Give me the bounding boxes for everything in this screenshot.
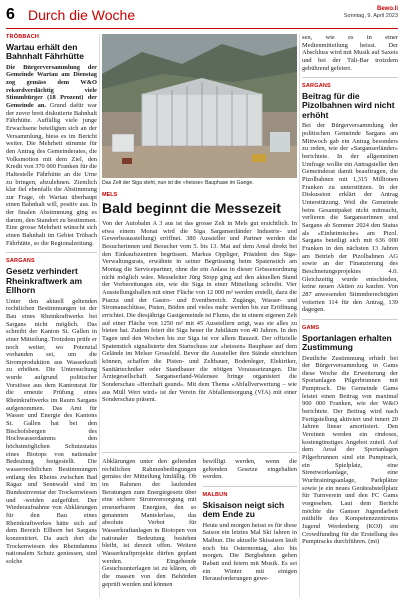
left-column [6,34,97,566]
article-gams [302,325,398,546]
photo-caption: Das Zelt der Siga steht, nun ist die «heisse» Bauphase im Gange. [102,180,254,186]
article-divider [302,319,398,320]
article-title: Wartau erhält den Bahnhalt Fährhütte [6,41,84,62]
article-body: sen, wie es in einer Medienmitteilung heisst. Der Abschluss wird mit Musik auf Saxeis und bei der Täli-Bar trotzdem gebührend gefeiert. [302,34,398,72]
lower-main-row [102,452,297,588]
tent-photo [102,34,297,178]
article-lead: Die Bürgerversammlung der Gemeinde Wartau am Dienstag zog gemäss dem W&O rekordverdächtig viele Stimmbürger (18 Prozent) der Gemeinde an. [6,63,97,109]
article-kicker: MELS [102,191,118,198]
article-title: Sportanlagen erhalten Zustimmung [302,332,392,352]
column-rule [299,34,300,597]
article-body: Grund dafür war der zuvor breit diskutierte Bahnhalt Fährhütte. Auffällig viele junge Erwachsene beteiligten sich an der Versammlung, hiess es im Bericht weiter. Die Mehrheit stimmte für den Antrag des Gemeinderates, die Volksmotion mit dem Ziel, den Kredit von 370 000 Franken für die Haltestelle Fährhütte an die Urne zu bringen, abzulehnen. Ziemlich klar fiel ebenfalls die Abstimmung zur Frage, ob Wartau überhaupt einen Bahnhalt will, positiv aus. In der finalen Abstimmung ging es darum, den Standort zu bestimmen. Eine grosse Mehrheit wünscht sich einen Bahnhalt im Gebiet Tröbach Fährhütte, so die Regionalzeitung. [6,101,97,247]
article-pizolbahnen [302,83,398,314]
brand-name: Bewo.li [376,6,398,12]
article-title: Beitrag für die Pizolbahnen wird nicht erhöht [302,90,395,120]
main-article-body: Von der Autobahn A 3 aus ist das grosse Zelt in Mels gut ersichtlich. In etwa einem Monat wird die Siga Sarganserländer Industrie- und Gewerbeausstellung) eröffnet. 380 Aussteller und Partner werden die Besucherinnen und Besucher vom 5. bis 13. Mai auf dem Areal direkt bei den Einkaufszentren begrüssen. Markus Oppliger, Präsident des Siga-Verwaltungsrats, erwähnte in seiner Begrüssung beim Spatenstich am Montag die Servicepartner, ohne die ein Anlass in dieser Grössenordnung nicht möglich wäre. Messeleiter Jürg Stopp ging auf den aktuellen Stand der Vorbereitungen ein, wie die Siga in einer Mitteilung schreibt. Vier Ausstellungshallen mit einer Fläche von 12 000 m² werden erstellt, dazu die Piazza und der Gastro- und Eventbereich. Zugänge, Wasser- und Stromanschlüsse, Pisten, Böden und vieles mehr werden bis zur Eröffnung errichtet. Die diesjährige Gastgemeinde ist Flums, die in einem eigenen Zelt auf einer Fläche von 1250 m² mit 45 Ausstellern zeigt, was sie alles zu bieten hat. Zudem feiert die Siga heuer ihr Jubiläum von 40 Jahren. In den Tagen und den Wochen bis zur Siga ist vor allem Bauzeit. Der offizielle Spatenstich signalisierte den Startschuss zur «heissen» Bauphase auf dem Gelände im Melser Grossfeld. Bevor die Aussteller ihre Stände einrichten können, schaffen die Pisten- und Zeltbauer, Bodenleger, Elektriker, Sanitärtechniker oder Standbauer die nötigen Voraussetzungen. Die Ärztegesellschaft Sarganserland-Walensee bringe organisiert die Sonderschau «Herzhaft gsund». Mit dem Thema «Abfallverwertung – wie aus Müll Wert wird» ist der Verein für Abfallentsorgung (VfA) mit einer Sonderschau präsent. [102,220,297,404]
article-body: Heute und morgen heisst es für diese Saison ein letztes Mal Ski fahren in Malbun. Die aktuelle Skisaison läuft noch bis Ostermontag, also bis morgen. Die Bergbahnen geben Rabatt und feiern mit Musik. Es sei ein Winter mit einigen Herausforderungen gewe- [202,521,297,583]
article-divider [203,486,298,487]
article-kicker: GAMS [302,324,320,331]
article-title: Gesetz verhindert Rheinkraftwerk am Ellhorn [6,266,83,296]
article-wartau [6,34,97,247]
article-kicker: SARGANS [6,258,35,265]
continued-article [102,458,197,588]
issue-date: Sonntag, 9. April 2023 [343,13,398,19]
section-title: Durch die Woche [28,7,136,23]
article-body: Deutliche Zustimmung erhielt bei der Bürgerversammlung in Gams diese Woche die Erweiterung der Sportanlagen Pilgerbrunnen mit Pumptrack. Die Gemeinde Gams leistet einen Beitrag von maximal 900 000 Franken, wie der W&O berichtete. Der Beitrag wird nach Fertigstellung aktiviert und innert 20 Jahren linear amortisiert. Den Vereinen werden ein rindoses, kostengünstiges Angebot zuteil. Auf dem Areal der Sportanlagen Pilgerbrunnen sind ein Pumptrack, ein Spielplatz, eine Streetworkanlage, eine Wurftrainingsanlage, Parkplätze sowie je ein neues Geräteabstellplatz für Turnverein und den FC Gams vorgesehen. Laut dem Bericht möchte die Gamser Jugendarbeit mithilfe des Kompetenzzentrums Jugend Werdenberg (KOJ) ein Crowdfunding für die Erstellung des Pumptracks durchführen. (mi) [302,354,398,546]
column-rule [99,34,100,597]
article-body: Unter den aktuell geltenden rechtlichen Bestimmungen ist der Bau eines Rheinkraftwerks bei Sargans nicht möglich. Das schreibt der Kanton St. Gallen in einer Mitteilung. Trotzdem prüfe er noch weiter, wo Potenzial vorhanden sei, um die Stromproduktion aus Wasserkraft zu erhöhen. Die Untersuchung wurde aufgrund politischer Vorstösse aus dem Kantonsrat für die erneute Prüfung eines Rheinkraftwerks im Raum Sargans aufgenommen. Das Amt für Wasser und Energie des Kantons St. Gallen hat bei den Bischofsbergen des Hochwasserdamms den höchstmöglichen Schutzstatus eines Biotops von nationaler Bedeutung festgestellt. Die wasserrechtlichen Bestimmungen entlang des Rheins zwischen Bad Ragaz und Sennwald sind im Bundesinventar der Trockenwiesen und -weiden aufgeführt. Der Wiederaufnahme von Abklärungen für den Bau eines Rheinkraftwerkes hätte sich auf dem Bereich Ellhorn bei Sargans konzentriert. Da auch dort die Trockenwiesen des Rheindamms nationalem Schutz geniessen, sind solche [6,297,97,565]
article-malbun [203,458,298,588]
article-kicker: MALBUN [202,491,228,498]
article-title: Skisaison neigt sich dem Ende zu [202,499,285,520]
article-divider [6,252,97,253]
main-column [102,34,297,404]
page-number: 6 [6,6,15,23]
page-header [6,6,398,29]
article-kicker: SARGANS [302,83,331,90]
right-column [302,34,398,546]
article-body: bewilligt werden, wenn die geltenden Gesetze eingehalten werden. [202,458,297,481]
article-divider [302,77,398,78]
article-body: Bei der Bürgerversammlung der politischen Gemeinde Sargans am Mittwoch gab ein Antrag besonders zu reden, wie der «Sarganserländer» berichtete. In der allgemeinen Umfrage wollte ein Antragsteller den Gemeinderat damit beauftragen, die Pizolbahnen mit 1,315 Millionen Franken zu unterstützen. In der Diskussion erklärt der Antrag Unterstützung. Weil die Gemeinde beim Gesamtpaket nicht mitmacht, verlieren die Sarganserinnen und Sargans ab Sommer 2024 den Status als «Einheimische» am Pizol. Sargans beteiligt sich mit 636 000 Franken in den nächsten 13 Jahren am Betrieb der Pizolbahnen AG sowie an der Finanzierung des Beschneiungsprojektes 4.0. Gleichzeitig wurde entschieden, keine neuen Aktien zu kaufen. Von 287 anwesenden Stimmberechtigten votierten 114 für den Antrag, 139 dagegen. [302,122,398,314]
article-kicker: TRÖBBACH [6,34,40,40]
masthead [344,6,398,20]
article-rheinkraftwerk [6,258,97,565]
construction-site-image [102,34,297,178]
main-article-title: Bald beginnt die Messezeit [102,200,281,217]
article-body: Abklärungen unter den geltenden rechtlichen Rahmenbedingungen gemäss der Mitteilung hinfällig. Ob im Rahmen der laufenden Beratungen zum Energiegesetz über eine sichere Stromversorgung mit erneuerbaren Energien, den so genannten Mantelerlass, das absolute Verbot für Wasserkraftanlagen in Biotopen von nationaler Bedeutung bestehen bleibt, ist derzeit offen. Weitere Wasserkraftprojekte dürfen geplant werden. Eingehende Gesuchsunterlagen ist zu klären, ob die massen von den Behörden geprüft werden und können [102,458,197,588]
